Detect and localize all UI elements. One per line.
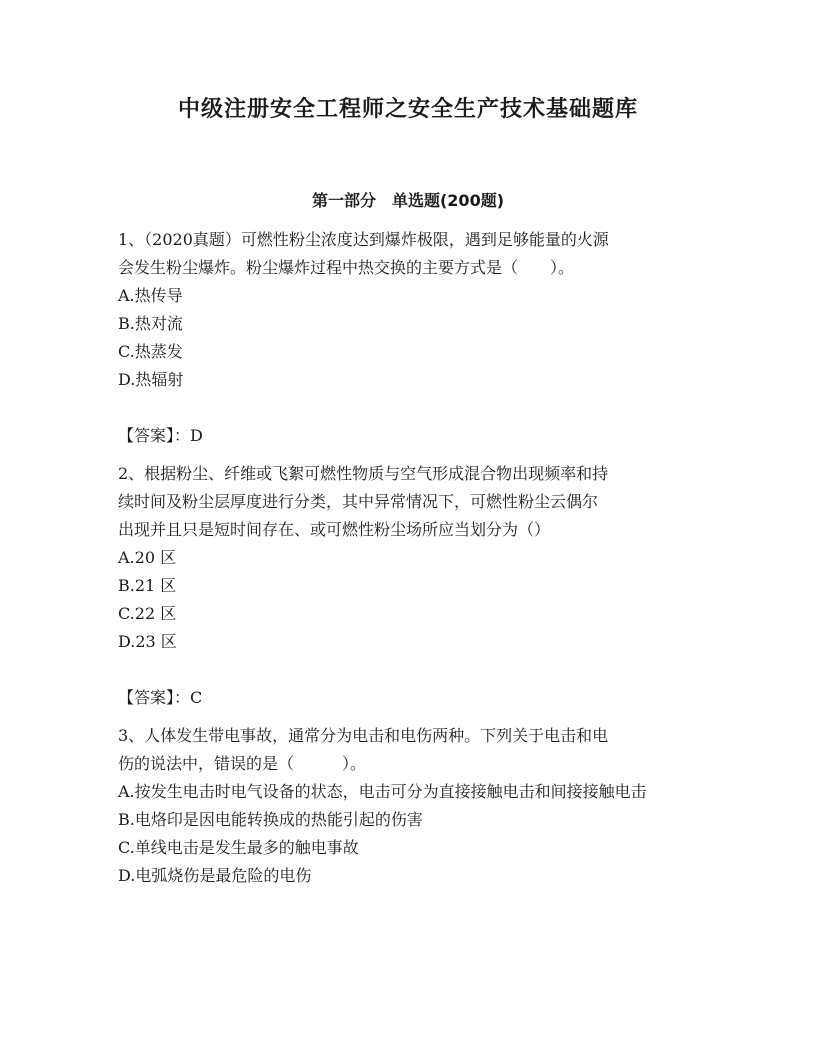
question-1 — [118, 226, 698, 460]
option-c: C.22 区 — [118, 604, 177, 623]
question-3 — [118, 722, 698, 890]
option-b: B.21 区 — [118, 576, 177, 595]
answer-line: 【答案】：D — [118, 426, 203, 445]
question-text-line: 续时间及粉尘层厚度进行分类，其中异常情况下，可燃性粉尘云偶尔 — [118, 492, 599, 511]
option-a: A.20 区 — [118, 548, 177, 567]
option-a: A.热传导 — [118, 286, 183, 305]
question-text-line: 2、根据粉尘、纤维或飞絮可燃性物质与空气形成混合物出现频率和持 — [118, 464, 609, 483]
answer-line: 【答案】：C — [118, 688, 203, 707]
option-b: B.热对流 — [118, 314, 183, 333]
question-text-line: 会发生粉尘爆炸。粉尘爆炸过程中热交换的主要方式是（ ）。 — [118, 258, 575, 277]
question-text-line: 1、（2020真题）可燃性粉尘浓度达到爆炸极限，遇到足够能量的火源 — [118, 230, 609, 249]
option-c: C.热蒸发 — [118, 342, 183, 361]
question-text-line: 出现并且只是短时间存在、或可燃性粉尘场所应当划分为（） — [118, 520, 551, 539]
option-d: D.热辐射 — [118, 370, 184, 389]
option-d: D.23 区 — [118, 632, 177, 651]
question-text-line: 伤的说法中，错误的是（ ）。 — [118, 754, 367, 773]
page-title: 中级注册安全工程师之安全生产技术基础题库 — [177, 97, 638, 122]
section-heading: 第一部分 单选题(200题) — [311, 191, 505, 210]
question-text-line: 3、人体发生带电事故，通常分为电击和电伤两种。下列关于电击和电 — [118, 726, 609, 745]
option-b: B.电烙印是因电能转换成的热能引起的伤害 — [118, 810, 423, 829]
question-list — [118, 226, 698, 890]
question-2 — [118, 460, 698, 722]
option-a: A.按发生电击时电气设备的状态，电击可分为直接接触电击和间接接触电击 — [118, 782, 647, 801]
option-d: D.电弧烧伤是最危险的电伤 — [118, 866, 312, 885]
option-c: C.单线电击是发生最多的触电事故 — [118, 838, 359, 857]
